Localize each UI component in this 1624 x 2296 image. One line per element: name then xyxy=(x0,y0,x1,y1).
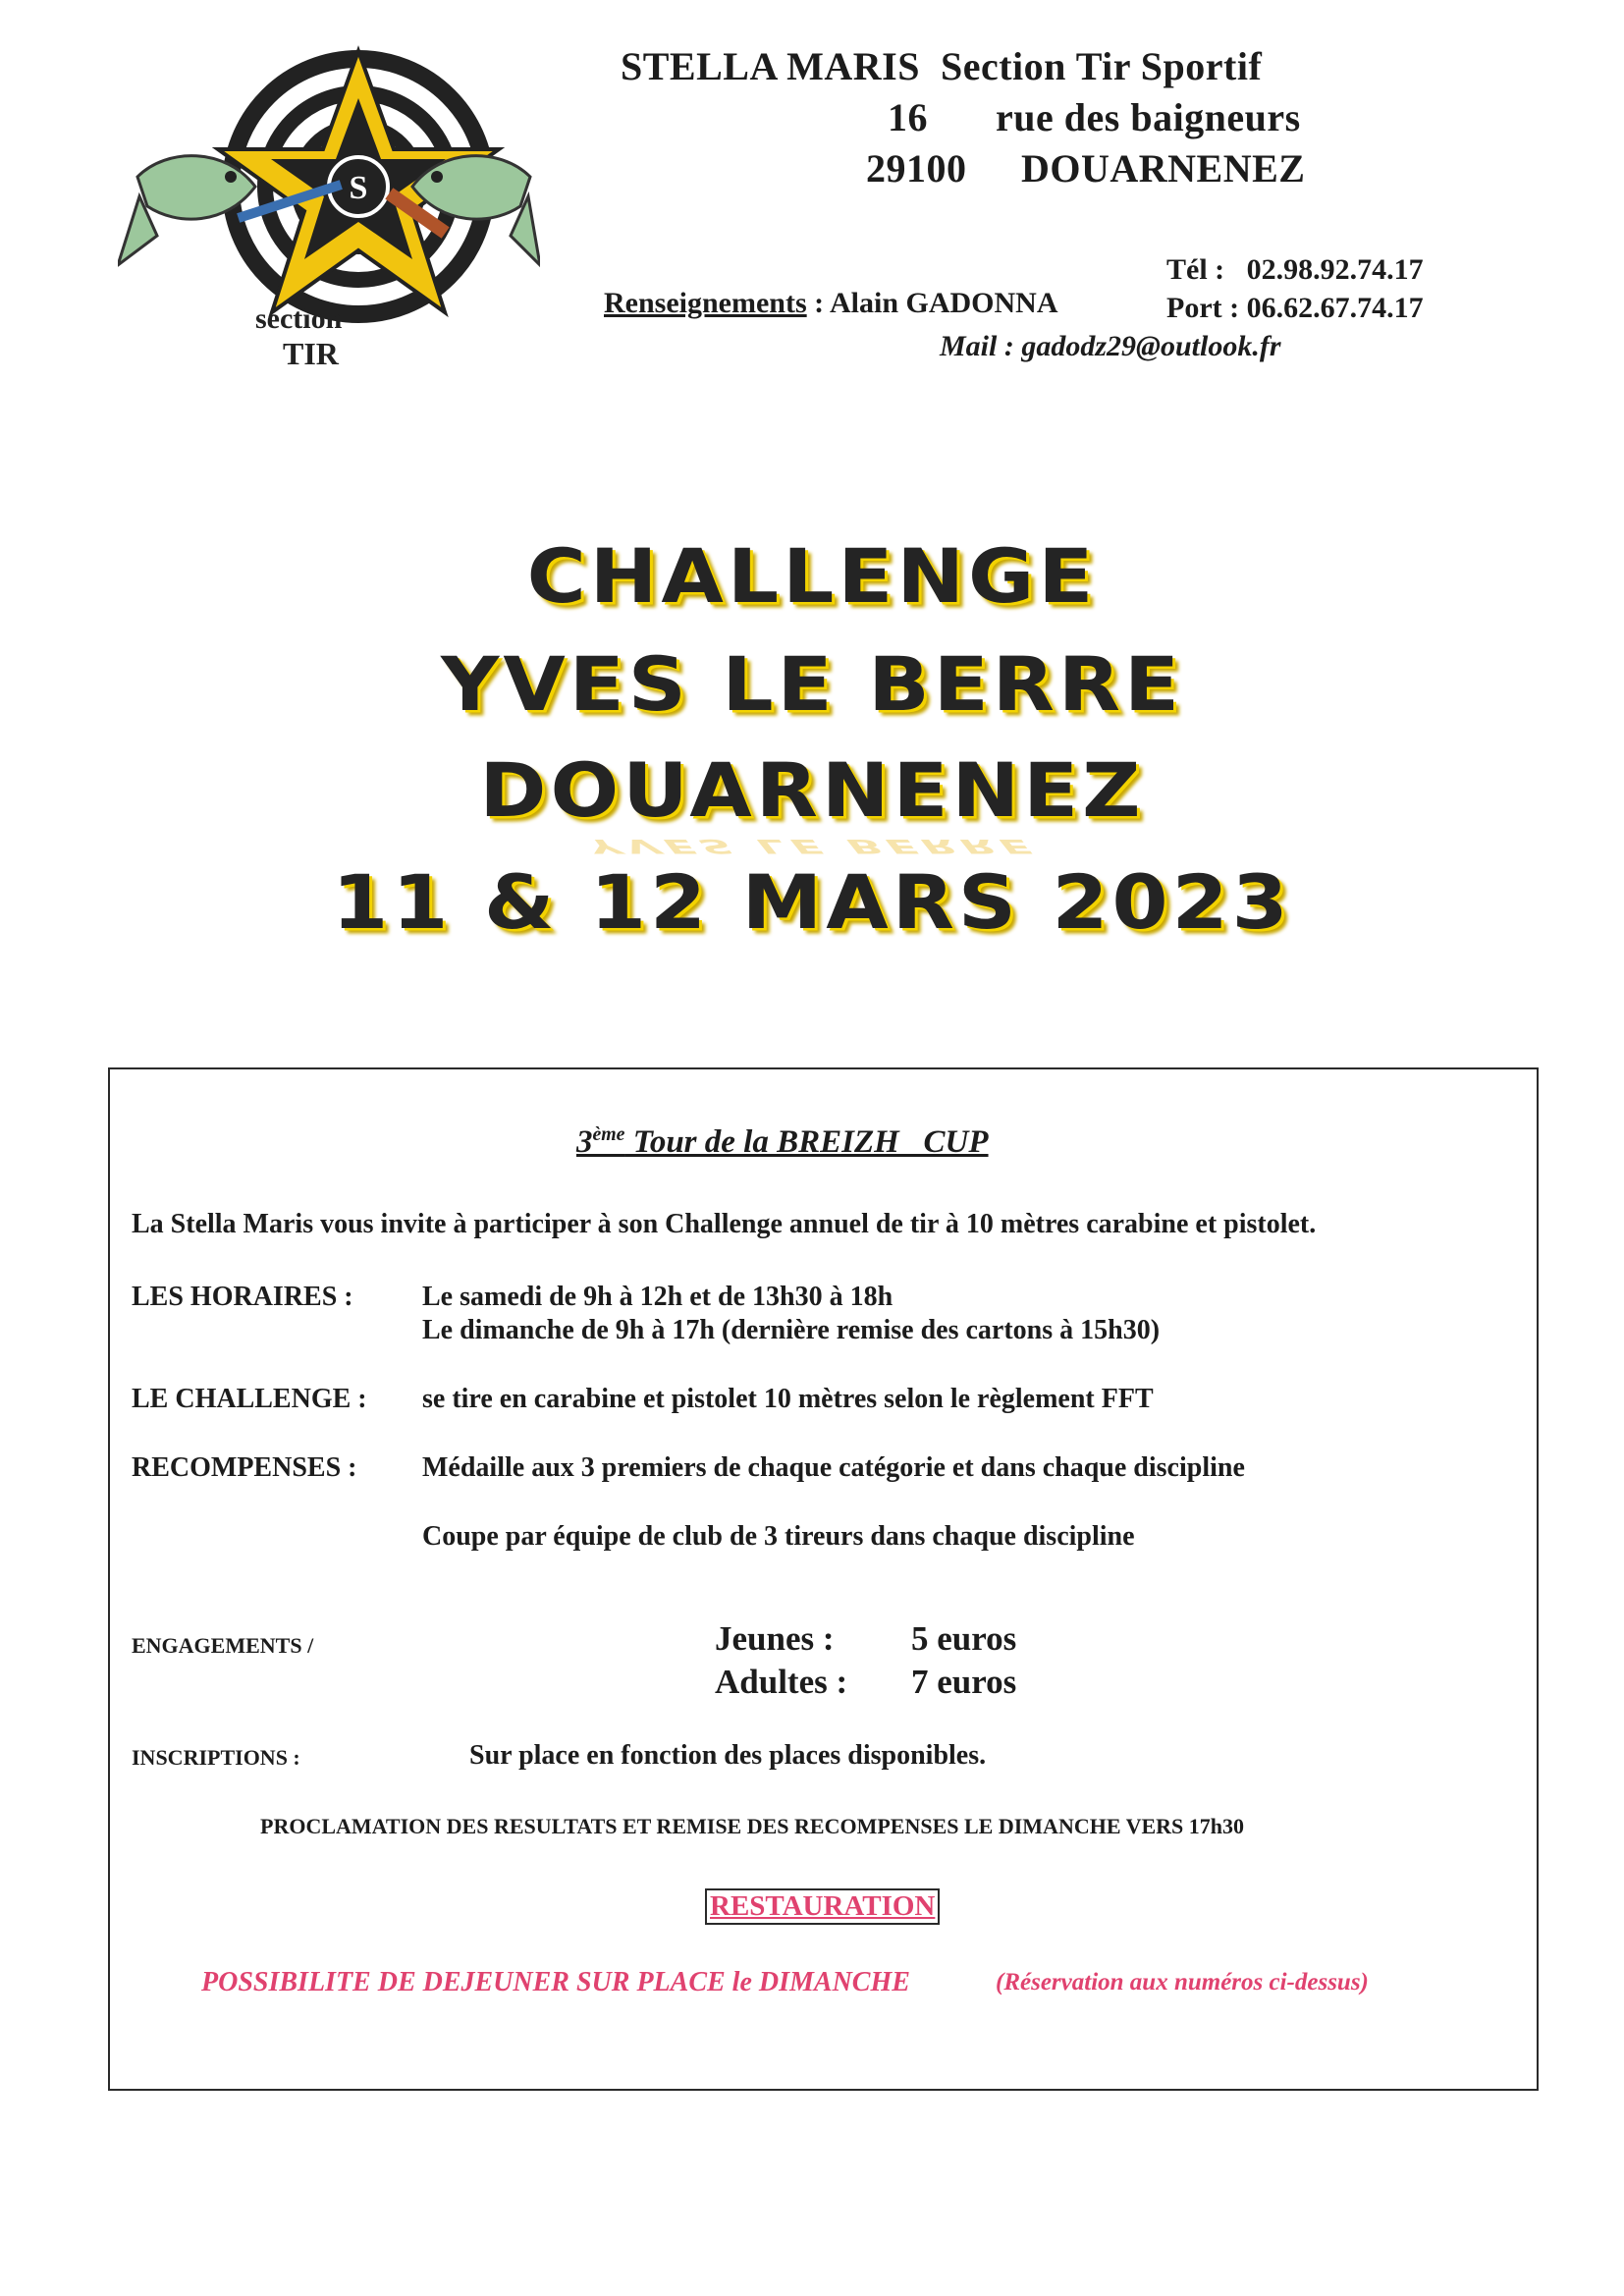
lunch-text: POSSIBILITE DE DEJEUNER SUR PLACE le DIMANCHE xyxy=(201,1967,910,1997)
contact-port: Port : 06.62.67.74.17 xyxy=(1166,292,1424,324)
event-details-box xyxy=(108,1067,1539,2091)
restauration-label: RESTAURATION xyxy=(705,1888,940,1925)
title-city: DOUARNENEZ xyxy=(479,747,1145,835)
contact-tel: Tél : 02.98.92.74.17 xyxy=(1166,253,1424,286)
postal-code: 29100 xyxy=(866,146,967,191)
jeunes-label: Jeunes : xyxy=(715,1619,835,1658)
inscriptions-text: Sur place en fonction des places disponibles. xyxy=(469,1740,987,1771)
engagements-label: ENGAGEMENTS / xyxy=(132,1633,314,1658)
club-name: STELLA MARIS Section Tir Sportif xyxy=(621,44,1263,88)
intro-text: La Stella Maris vous invite à participer à son Challenge annuel de tir à 10 mètres carabine et pistolet. xyxy=(132,1209,1317,1239)
logo-tir-text: TIR xyxy=(283,336,339,371)
horaires-label: LES HORAIRES : xyxy=(132,1282,353,1312)
recompenses-label: RECOMPENSES : xyxy=(132,1452,357,1483)
city: DOUARNENEZ xyxy=(1021,146,1306,191)
title-name: YVES LE BERRE xyxy=(440,641,1184,729)
recompenses-medal: Médaille aux 3 premiers de chaque catégorie et dans chaque discipline xyxy=(422,1452,1245,1483)
address-street: rue des baigneurs xyxy=(996,95,1301,139)
adultes-price: 7 euros xyxy=(911,1663,1017,1701)
title-dates: 11 & 12 MARS 2023 xyxy=(332,859,1292,947)
adultes-label: Adultes : xyxy=(715,1663,848,1701)
contact-label: Renseignements xyxy=(604,287,807,319)
contact-person: : Alain GADONNA xyxy=(806,287,1058,319)
challenge-text: se tire en carabine et pistolet 10 mètres selon le règlement FFT xyxy=(422,1384,1154,1414)
title-reflection: YVES LE BERRE xyxy=(578,835,1046,857)
horaires-saturday: Le samedi de 9h à 12h et de 13h30 à 18h xyxy=(422,1282,893,1312)
svg-text:S: S xyxy=(349,170,368,206)
title-challenge: CHALLENGE xyxy=(526,533,1098,621)
jeunes-price: 5 euros xyxy=(911,1619,1017,1658)
challenge-label: LE CHALLENGE : xyxy=(132,1384,367,1414)
horaires-sunday: Le dimanche de 9h à 17h (dernière remise des cartons à 15h30) xyxy=(422,1315,1161,1345)
box-heading: 3ème Tour de la BREIZH CUP xyxy=(576,1123,989,1160)
stella-maris-logo-icon xyxy=(118,39,540,393)
contact-mail: Mail : gadodz29@outlook.fr xyxy=(940,330,1281,362)
logo-section-text: section xyxy=(255,302,343,335)
address-number: 16 xyxy=(888,95,928,139)
proclamation-text: PROCLAMATION DES RESULTATS ET REMISE DES RECOMPENSES LE DIMANCHE VERS 17h30 xyxy=(260,1814,1245,1838)
reservation-text: (Réservation aux numéros ci-dessus) xyxy=(996,1969,1369,1995)
recompenses-cup: Coupe par équipe de club de 3 tireurs dans chaque discipline xyxy=(422,1521,1135,1552)
inscriptions-label: INSCRIPTIONS : xyxy=(132,1745,300,1770)
